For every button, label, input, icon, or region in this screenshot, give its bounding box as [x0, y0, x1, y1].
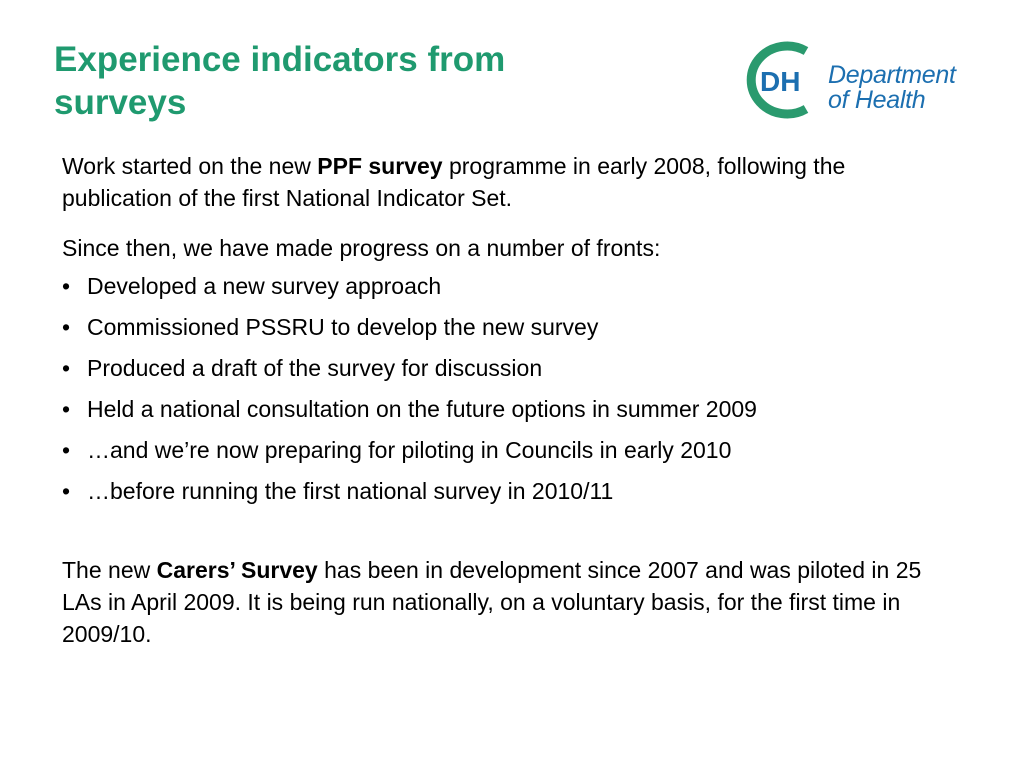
p3-before: The new: [62, 557, 157, 583]
logo-mark-text: DH: [760, 66, 801, 97]
bullet-symbol: •: [62, 314, 71, 340]
bullet-item: [62, 270, 942, 302]
bullet-text: …before running the first national survey in 2010/11: [87, 478, 614, 504]
logo-text-line-2: of Health: [828, 86, 926, 114]
bullet-item: [62, 393, 942, 425]
bullet-text: …and we’re now preparing for piloting in Councils in early 2010: [87, 437, 732, 463]
bullet-symbol: •: [62, 355, 71, 381]
progress-bullet-list: [62, 270, 942, 507]
title-line-1: Experience indicators from: [54, 40, 506, 79]
p3-after: has been in development since 2007 and was piloted in 25 LAs in April 2009. It is being run nationally, on a voluntary basis, for the first time in 2009/10.: [62, 557, 922, 647]
slide-title: [54, 38, 614, 124]
bullet-item: [62, 311, 942, 343]
bullet-item: [62, 475, 942, 507]
bullet-symbol: •: [62, 478, 71, 504]
dh-logo-icon: [738, 41, 830, 119]
p1-after: programme in early 2008, following the publication of the first National Indicator Set.: [62, 153, 846, 211]
title-line-2: surveys: [54, 83, 187, 122]
p1-bold: PPF survey: [317, 153, 443, 179]
bullet-text: Produced a draft of the survey for discussion: [87, 355, 543, 381]
bullet-symbol: •: [62, 396, 71, 422]
logo-text: [828, 63, 956, 113]
p1-before: Work started on the new: [62, 153, 318, 179]
p3-bold: Carers’ Survey: [156, 557, 318, 583]
paragraph-progress-intro: Since then, we have made progress on a number of fronts:: [62, 235, 661, 261]
bullet-item: [62, 434, 942, 466]
bullet-text: Held a national consultation on the future options in summer 2009: [87, 396, 757, 422]
paragraph-carers-survey: [62, 554, 942, 650]
bullet-item: [62, 352, 942, 384]
bullet-symbol: •: [62, 273, 71, 299]
bullet-symbol: •: [62, 437, 71, 463]
bullet-text: Developed a new survey approach: [87, 273, 442, 299]
logo-text-line-1: Department: [828, 61, 956, 89]
bullet-text: Commissioned PSSRU to develop the new survey: [87, 314, 599, 340]
paragraph-ppf-survey: [62, 150, 942, 214]
slide-body: [62, 150, 942, 650]
department-of-health-logo: [738, 41, 978, 119]
